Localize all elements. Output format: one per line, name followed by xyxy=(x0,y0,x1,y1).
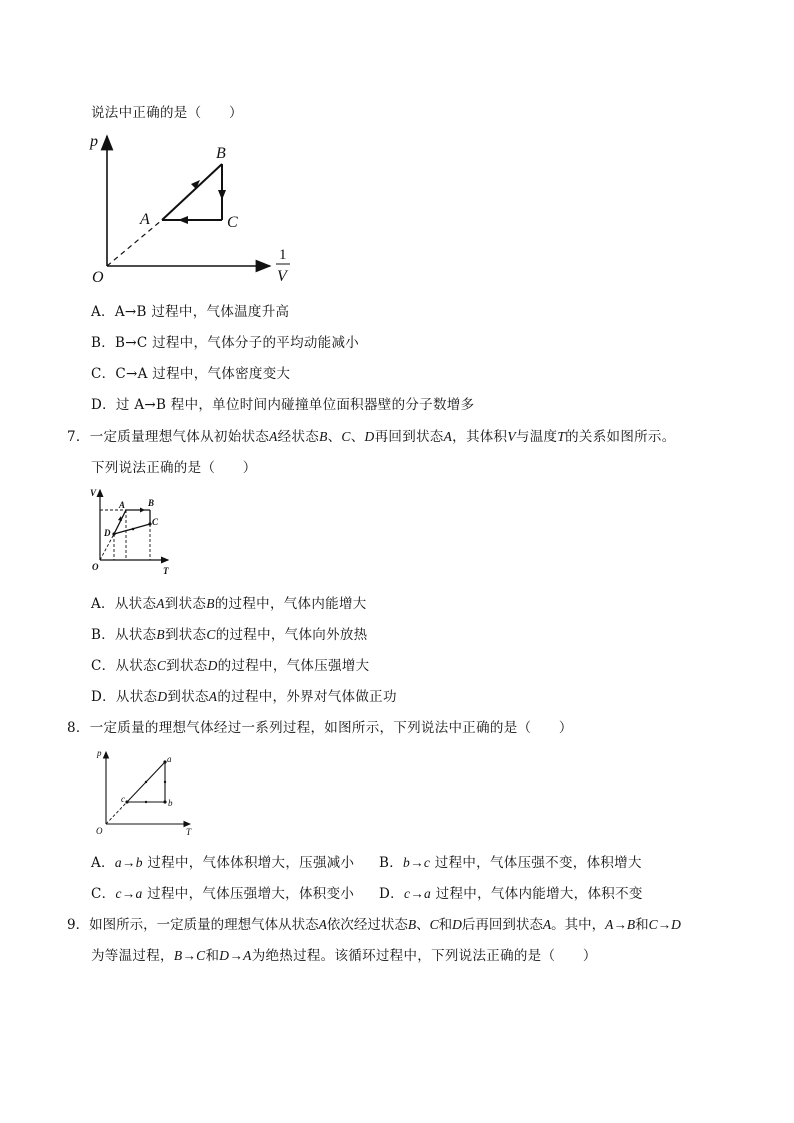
q8-label-a: a xyxy=(167,754,172,764)
q8-option-C: C．c→a 过程中，气体压强增大，体积变小 xyxy=(91,886,355,902)
q7-mid-CD xyxy=(132,528,135,531)
q8-point-c xyxy=(125,800,128,803)
q8-label-T: T xyxy=(186,827,192,837)
q6-option-A: A．A→B 过程中，气体温度升高 xyxy=(91,304,290,320)
q8-stem: 8．一定质量的理想气体经过一系列过程，如图所示，下列说法中正确的是（ ） xyxy=(67,720,573,736)
q9-stem-line1: 9．如图所示，一定质量的理想气体从状态A依次经过状态B、C和D后再回到状态A。其中，A→B和C→D xyxy=(67,917,681,933)
q6-label-p: p xyxy=(90,133,98,150)
q6-figure-p-invV-graph xyxy=(88,128,298,288)
q8-number: 8． xyxy=(67,720,90,736)
q8-label-O: O xyxy=(96,826,103,836)
q6-segment-AB xyxy=(162,164,222,220)
q8-option-B: B．b→c 过程中，气体压强不变，体积增大 xyxy=(379,855,642,871)
q6-label-B: B xyxy=(216,145,226,162)
q7-option-C: C．从状态C到状态D的过程中，气体压强增大 xyxy=(91,658,370,674)
q7-option-B: B．从状态B到状态C的过程中，气体向外放热 xyxy=(91,627,368,643)
q6-label-V: V xyxy=(277,268,287,285)
q8-dashed-origin xyxy=(106,802,127,824)
q7-label-O: O xyxy=(92,562,99,572)
q8-option-D: D．c→a 过程中，气体内能增大，体积不变 xyxy=(379,886,643,902)
q7-stem-line2: 下列说法正确的是（ ） xyxy=(91,460,257,476)
q6-option-B: B．B→C 过程中，气体分子的平均动能减小 xyxy=(91,335,360,351)
q7-label-T: T xyxy=(163,566,169,576)
q8-figure-p-T-graph xyxy=(90,744,198,836)
q9-number: 9． xyxy=(67,917,90,933)
q9-stem-line2: 为等温过程，B→C和D→A为绝热过程。该循环过程中，下列说法正确的是（ ） xyxy=(91,948,597,964)
q7-figure-V-T-graph xyxy=(88,484,178,576)
q6-option-C: C．C→A 过程中，气体密度变大 xyxy=(91,366,291,382)
q7-stem-line1: 7．一定质量理想气体从初始状态A经状态B、C、D再回到状态A，其体积V与温度T的关系如图所示。 xyxy=(67,429,676,445)
q7-point-D xyxy=(112,532,115,535)
q8-mid-bc xyxy=(145,801,147,803)
q7-label-C: C xyxy=(152,517,159,527)
q7-label-D: D xyxy=(104,528,111,538)
q7-number: 7． xyxy=(67,429,90,445)
q7-option-D: D．从状态D到状态A的过程中，外界对气体做正功 xyxy=(91,689,397,705)
q6-label-C: C xyxy=(227,214,238,231)
q8-label-c: c xyxy=(121,794,125,804)
q7-label-V: V xyxy=(90,488,97,498)
q8-mid-ca xyxy=(145,781,147,783)
q7-arrow-DA xyxy=(118,516,122,521)
q8-mid-ab xyxy=(164,781,166,783)
q7-label-B: B xyxy=(148,498,155,508)
q7-segment-DA xyxy=(114,510,126,534)
q6-option-D: D．过 A→B 程中，单位时间内碰撞单位面积器壁的分子数增多 xyxy=(91,397,475,413)
q7-option-A: A．从状态A到状态B的过程中，气体内能增大 xyxy=(91,596,367,612)
q6-arrow-BC xyxy=(218,190,226,200)
q7-arrow-AB xyxy=(140,508,145,513)
q6-stem-tail: 说法中正确的是（ ） xyxy=(91,105,243,121)
q8-label-p: p xyxy=(97,748,102,758)
q6-label-O: O xyxy=(92,269,104,286)
q8-point-b xyxy=(163,800,166,803)
q6-label-one: 1 xyxy=(279,247,287,263)
q6-label-A: A xyxy=(140,211,150,228)
q6-dashed-extension xyxy=(107,220,162,266)
q8-option-A: A．a→b 过程中，气体体积增大，压强减小 xyxy=(91,855,355,871)
q6-arrow-CA xyxy=(178,216,188,224)
q7-label-A: A xyxy=(119,500,126,510)
q8-label-b: b xyxy=(168,798,173,808)
